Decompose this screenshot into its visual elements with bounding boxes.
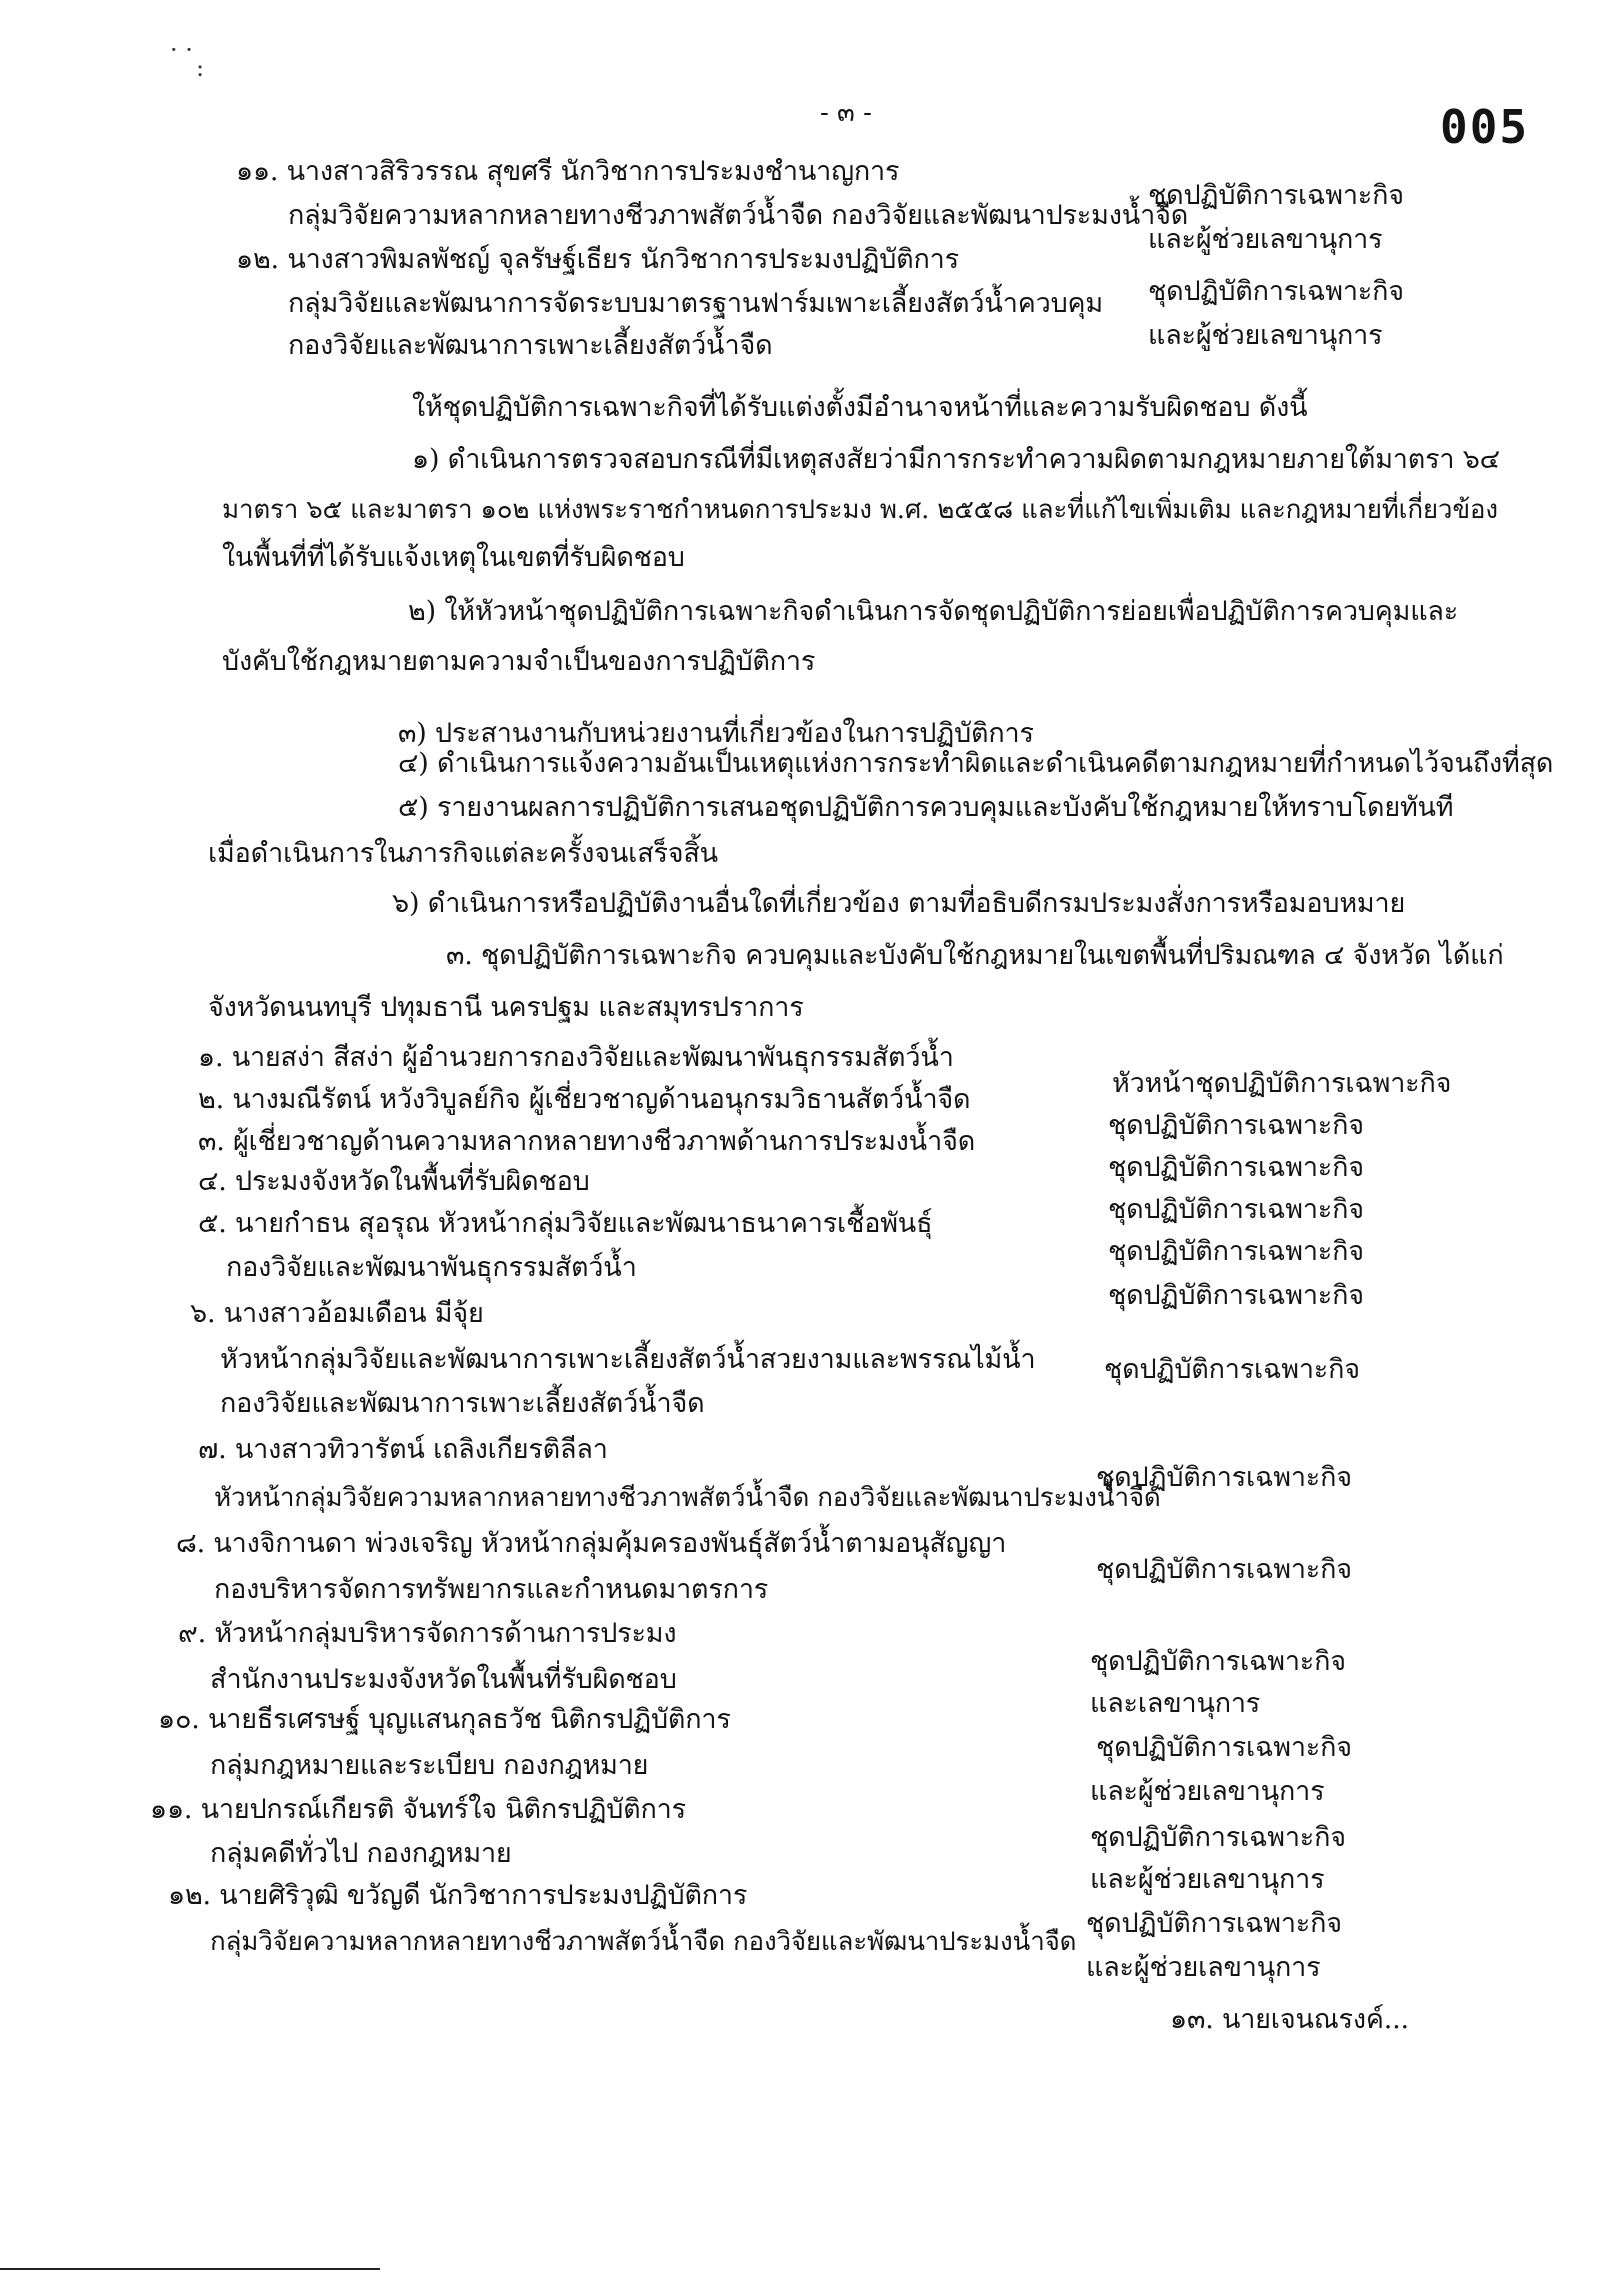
s3-member-9-role-secretary: และเลขานุการ — [1090, 1688, 1261, 1719]
s3-member-7-role: ชุดปฏิบัติการเฉพาะกิจ — [1096, 1462, 1352, 1493]
s3-member-9-role: ชุดปฏิบัติการเฉพาะกิจ — [1090, 1646, 1346, 1677]
continuation-note: ๑๓. นายเจนณรงค์... — [1170, 2004, 1409, 2035]
section-3-heading-2: จังหวัดนนทบุรี ปทุมธานี นครปฐม และสมุทรปราการ — [208, 992, 804, 1023]
member-12-org-2: กองวิจัยและพัฒนาการเพาะเลี้ยงสัตว์น้ำจืด — [288, 330, 773, 361]
s3-member-12-role: ชุดปฏิบัติการเฉพาะกิจ — [1086, 1908, 1342, 1939]
s3-member-5: ๕. นายกำธน สุอรุณ หัวหน้ากลุ่มวิจัยและพัฒนาธนาคารเชื้อพันธุ์ — [198, 1208, 933, 1239]
s3-member-3-role: ชุดปฏิบัติการเฉพาะกิจ — [1108, 1152, 1364, 1183]
duty-2-line-2: บังคับใช้กฎหมายตามความจำเป็นของการปฏิบัติการ — [222, 646, 816, 677]
s3-member-12-role-secretary: และผู้ช่วยเลขานุการ — [1086, 1952, 1321, 1983]
s3-member-12: ๑๒. นายศิริวุฒิ ขวัญดี นักวิชาการประมงปฏิบัติการ — [168, 1880, 748, 1911]
s3-member-4-role: ชุดปฏิบัติการเฉพาะกิจ — [1108, 1194, 1364, 1225]
duty-6: ๖) ดำเนินการหรือปฏิบัติงานอื่นใดที่เกี่ยวข้อง ตามที่อธิบดีกรมประมงสั่งการหรือมอบหมาย — [392, 888, 1406, 919]
s3-member-11-role: ชุดปฏิบัติการเฉพาะกิจ — [1090, 1822, 1346, 1853]
s3-member-2-role: ชุดปฏิบัติการเฉพาะกิจ — [1108, 1110, 1364, 1141]
s3-member-9-org: สำนักงานประมงจังหวัดในพื้นที่รับผิดชอบ — [210, 1664, 677, 1695]
member-11-org: กลุ่มวิจัยความหลากหลายทางชีวภาพสัตว์น้ำจืด กองวิจัยและพัฒนาประมงน้ำจืด — [288, 200, 1189, 231]
s3-member-4: ๔. ประมงจังหวัดในพื้นที่รับผิดชอบ — [198, 1166, 590, 1197]
s3-member-7-org: หัวหน้ากลุ่มวิจัยความหลากหลายทางชีวภาพสัตว์น้ำจืด กองวิจัยและพัฒนาประมงน้ำจืด — [214, 1483, 1161, 1513]
duty-1-line-2: มาตรา ๖๕ และมาตรา ๑๐๒ แห่งพระราชกำหนดการประมง พ.ศ. ๒๕๕๘ และที่แก้ไขเพิ่มเติม และกฎหมายที่เกี่ยวข้อง — [222, 495, 1498, 525]
s3-member-11: ๑๑. นายปกรณ์เกียรติ จันทร์ใจ นิติกรปฏิบัติการ — [150, 1794, 686, 1825]
s3-member-10-role: ชุดปฏิบัติการเฉพาะกิจ — [1096, 1732, 1352, 1763]
duty-1-line-1: ๑) ดำเนินการตรวจสอบกรณีที่มีเหตุสงสัยว่ามีการกระทำความผิดตามกฎหมายภายใต้มาตรา ๖๔ — [412, 444, 1500, 475]
member-12-name: ๑๒. นางสาวพิมลพัชญ์ จุลรัษฐ์เธียร นักวิชาการประมงปฏิบัติการ — [236, 244, 959, 275]
s3-member-10-org: กลุ่มกฎหมายและระเบียบ กองกฎหมาย — [210, 1750, 649, 1781]
s3-member-8: ๘. นางจิกานดา พ่วงเจริญ หัวหน้ากลุ่มคุ้มครองพันธุ์สัตว์น้ำตามอนุสัญญา — [176, 1528, 1007, 1559]
s3-member-6-role: ชุดปฏิบัติการเฉพาะกิจ — [1104, 1354, 1360, 1385]
s3-member-6: ๖. นางสาวอ้อมเดือน มีจุ้ย — [190, 1298, 484, 1329]
duty-3: ๓) ประสานงานกับหน่วยงานที่เกี่ยวข้องในการปฏิบัติการ — [398, 718, 1034, 749]
s3-member-8-role: ชุดปฏิบัติการเฉพาะกิจ — [1096, 1554, 1352, 1585]
scan-speck-mark-2: : — [196, 54, 205, 82]
s3-member-11-role-secretary: และผู้ช่วยเลขานุการ — [1090, 1864, 1325, 1895]
s3-member-7: ๗. นางสาวทิวารัตน์ เถลิงเกียรติลีลา — [198, 1434, 608, 1465]
s3-member-9: ๙. หัวหน้ากลุ่มบริหารจัดการด้านการประมง — [178, 1618, 677, 1649]
s3-member-11-org: กลุ่มคดีทั่วไป กองกฎหมาย — [210, 1838, 512, 1869]
s3-member-2: ๒. นางมณีรัตน์ หวังวิบูลย์กิจ ผู้เชี่ยวชาญด้านอนุกรมวิธานสัตว์น้ำจืด — [198, 1084, 971, 1115]
member-11-name: ๑๑. นางสาวสิริวรรณ สุขศรี นักวิชาการประมงชำนาญการ — [236, 156, 900, 187]
member-11-role-secretary: และผู้ช่วยเลขานุการ — [1148, 224, 1383, 255]
member-11-role: ชุดปฏิบัติการเฉพาะกิจ — [1148, 180, 1404, 211]
s3-member-6-org-1: หัวหน้ากลุ่มวิจัยและพัฒนาการเพาะเลี้ยงสัตว์น้ำสวยงามและพรรณไม้น้ำ — [220, 1344, 1036, 1375]
duty-2-line-1: ๒) ให้หัวหน้าชุดปฏิบัติการเฉพาะกิจดำเนินการจัดชุดปฏิบัติการย่อยเพื่อปฏิบัติการควบคุมและ — [408, 596, 1459, 627]
duty-1-line-3: ในพื้นที่ที่ได้รับแจ้งเหตุในเขตที่รับผิดชอบ — [222, 542, 685, 573]
s3-member-3: ๓. ผู้เชี่ยวชาญด้านความหลากหลายทางชีวภาพด้านการประมงน้ำจืด — [198, 1126, 976, 1157]
s3-member-1-role: หัวหน้าชุดปฏิบัติการเฉพาะกิจ — [1112, 1068, 1452, 1099]
member-12-org-1: กลุ่มวิจัยและพัฒนาการจัดระบบมาตรฐานฟาร์มเพาะเลี้ยงสัตว์น้ำควบคุม — [288, 288, 1103, 319]
s3-member-5-role: ชุดปฏิบัติการเฉพาะกิจ — [1108, 1236, 1364, 1267]
page-number: - ๓ - — [820, 98, 872, 128]
s3-member-12-org: กลุ่มวิจัยความหลากหลายทางชีวภาพสัตว์น้ำจืด กองวิจัยและพัฒนาประมงน้ำจืด — [210, 1927, 1077, 1957]
page-stamp-number: 005 — [1440, 100, 1530, 154]
section-3-heading-1: ๓. ชุดปฏิบัติการเฉพาะกิจ ควบคุมและบังคับใช้กฎหมายในเขตพื้นที่ปริมณฑล ๔ จังหวัด ได้แก่ — [446, 940, 1504, 971]
duty-5-line-2: เมื่อดำเนินการในภารกิจแต่ละครั้งจนเสร็จสิ้น — [208, 838, 718, 869]
s3-member-5-org: กองวิจัยและพัฒนาพันธุกรรมสัตว์น้ำ — [226, 1252, 637, 1283]
duty-4: ๔) ดำเนินการแจ้งความอันเป็นเหตุแห่งการกระทำผิดและดำเนินคดีตามกฎหมายที่กำหนดไว้จนถึงที่สุด — [398, 748, 1554, 779]
s3-member-10: ๑๐. นายธีรเศรษฐ์ บุญแสนกุลธวัช นิติกรปฏิบัติการ — [158, 1704, 731, 1735]
footer-rule — [0, 2268, 380, 2270]
s3-member-10-role-secretary: และผู้ช่วยเลขานุการ — [1090, 1776, 1325, 1807]
s3-member-6-org-2: กองวิจัยและพัฒนาการเพาะเลี้ยงสัตว์น้ำจืด — [220, 1388, 705, 1419]
s3-member-1: ๑. นายสง่า สีสง่า ผู้อำนวยการกองวิจัยและพัฒนาพันธุกรรมสัตว์น้ำ — [198, 1042, 954, 1073]
member-12-role-secretary: และผู้ช่วยเลขานุการ — [1148, 320, 1383, 351]
s3-member-8-org: กองบริหารจัดการทรัพยากรและกำหนดมาตรการ — [214, 1574, 769, 1605]
s3-member-5-role-2: ชุดปฏิบัติการเฉพาะกิจ — [1108, 1280, 1364, 1311]
member-12-role: ชุดปฏิบัติการเฉพาะกิจ — [1148, 276, 1404, 307]
scan-speck-mark: · · — [170, 36, 193, 64]
duties-intro: ให้ชุดปฏิบัติการเฉพาะกิจที่ได้รับแต่งตั้งมีอำนาจหน้าที่และความรับผิดชอบ ดังนี้ — [412, 392, 1308, 423]
duty-5-line-1: ๕) รายงานผลการปฏิบัติการเสนอชุดปฏิบัติการควบคุมและบังคับใช้กฎหมายให้ทราบโดยทันที — [398, 792, 1454, 823]
